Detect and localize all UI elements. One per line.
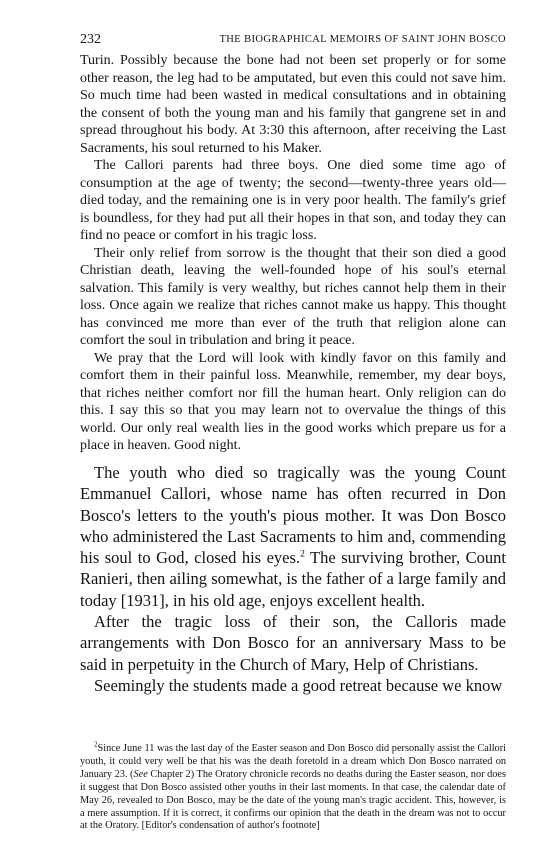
narrative-paragraph <box>80 462 506 611</box>
page-header <box>80 32 506 50</box>
narrative-text <box>80 462 506 696</box>
sermon-paragraph: We pray that the Lord will look with kindly favor on this family and comfort them in their painful loss. Meanwhile, remember, my dear boys, that riches neither comfort nor fill the human heart. Only religion can do this. I say this so that you may learn not to overvalue the things of this world. Our only real wealth lies in the good works which prepare us for a place in heaven. Good night. <box>80 350 506 453</box>
footnote-reference: 2 <box>300 549 305 560</box>
footnote <box>80 740 506 833</box>
sermon-text <box>80 52 506 455</box>
page-number: 232 <box>80 32 101 47</box>
footnote-marker: 2 <box>94 740 98 749</box>
narrative-paragraph: After the tragic loss of their son, the Calloris made arrangements with Don Bosco for an anniversary Mass to be said in perpetuity in the Church of Mary, Help of Christians. <box>80 612 506 674</box>
running-head: THE BIOGRAPHICAL MEMOIRS OF SAINT JOHN BOSCO <box>219 34 506 45</box>
sermon-paragraph: Turin. Possibly because the bone had not been set properly or for some other reason, the leg had to be amputated, but even this could not save him. So much time had been wasted in medical consultations and in obtaining the consent of both the young man and his family that gangrene set in and spread throughout his body. At 3:30 this afternoon, after receiving the Last Sacraments, his soul returned to his Maker. <box>80 53 506 156</box>
footnote-text-run: Since June 11 was the last day of the Easter season and Don Bosco did personally assist the Callori youth, it could very well be that his was the death foretold in a dream which Don Bosco narrated on January 23. ( <box>80 743 506 780</box>
narrative-text-run: The surviving brother, Count Ranieri, then ailing somewhat, is the father of a large family and today [1931], in his old age, enjoys excellent health. <box>80 548 506 610</box>
narrative-text-run: The youth who died so tragically was the young Count Emmanuel Callori, whose name has often recurred in Don Bosco's letters to the youth's pious mother. It was Don Bosco who administered the Last Sacraments to him and, commending his soul to God, closed his eyes. <box>80 463 506 568</box>
sermon-paragraph: Their only relief from sorrow is the thought that their son died a good Christian death, leaving the well-founded hope of his soul's eternal salvation. This family is very wealthy, but riches cannot help them in their loss. Once again we realize that riches cannot make us happy. This thought has convinced me more than ever of the truth that religion alone can comfort the soul in tribulation and bring it peace. <box>80 245 506 348</box>
footnote-see-word: See <box>133 768 148 780</box>
narrative-paragraph: Seemingly the students made a good retreat because we know <box>94 675 503 695</box>
sermon-paragraph: The Callori parents had three boys. One died some time ago of consumption at the age of twenty; the second—twenty-three years old—died today, and the remaining one is in very poor health. The family's grief is boundless, for they had put all their hopes in that son, and today they can find no peace or comfort in his tragic loss. <box>80 158 506 243</box>
footnote-paragraph <box>80 740 506 833</box>
footnote-text-run: Chapter 2) The Oratory chronicle records no deaths during the Easter season, nor does it suggest that Don Bosco assisted other youths in their last moments. In that case, the calendar date of May 26, revealed to Don Bosco, may be the date of the young man's tragic accident. This, however, is a mere assumption. If it is correct, it confirms our opinion that the death in the dream was not to occur at the Oratory. [Editor's condensation of author's footnote] <box>80 768 506 832</box>
